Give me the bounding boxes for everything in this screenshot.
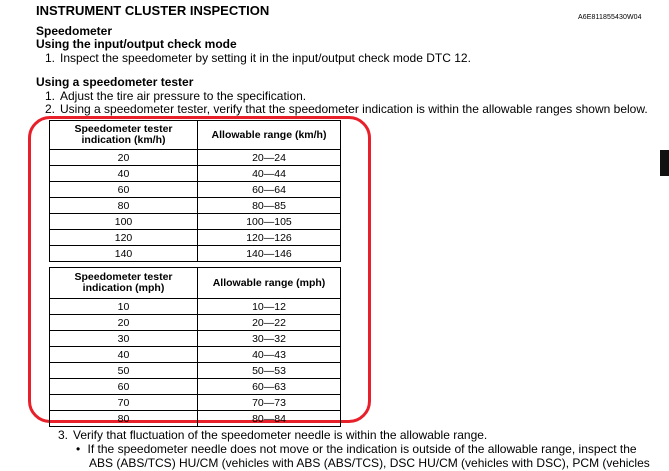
table-row xyxy=(50,411,341,427)
table-cell: 40—43 xyxy=(198,347,341,363)
bullet-text-line1: If the speedometer needle does not move or the indication is outside of the allowable range, inspect the xyxy=(87,442,637,456)
table-row xyxy=(50,395,341,411)
table-cell: 40 xyxy=(50,166,198,182)
table-cell: 120—126 xyxy=(198,230,341,246)
table-header-row xyxy=(50,121,341,150)
table-row xyxy=(50,214,341,230)
speed-table-kmh xyxy=(49,120,341,262)
table-row xyxy=(50,347,341,363)
table-cell: 10—12 xyxy=(198,299,341,315)
step-text: Inspect the speedometer by setting it in the input/output check mode DTC 12. xyxy=(60,51,471,65)
table-cell: 60 xyxy=(50,379,198,395)
column-header-tester-mph: Speedometer tester indication (mph) xyxy=(50,268,198,299)
table-cell: 70 xyxy=(50,395,198,411)
table-cell: 70—73 xyxy=(198,395,341,411)
side-tab-marker xyxy=(660,150,669,176)
step-2-tester xyxy=(45,102,648,116)
step-number: 1. xyxy=(45,51,56,65)
table-row xyxy=(50,299,341,315)
table-row xyxy=(50,166,341,182)
table-cell: 30—32 xyxy=(198,331,341,347)
section-heading-speedometer: Speedometer xyxy=(36,24,113,38)
table-header-row xyxy=(50,268,341,299)
table-cell: 140—146 xyxy=(198,246,341,262)
table-row xyxy=(50,331,341,347)
table-cell: 10 xyxy=(50,299,198,315)
document-code: A6E811855430W04 xyxy=(578,14,642,21)
table-cell: 80—85 xyxy=(198,198,341,214)
page-title: INSTRUMENT CLUSTER INSPECTION xyxy=(36,3,270,18)
step-text: Verify that fluctuation of the speedometer needle is within the allowable range. xyxy=(73,428,488,442)
table-cell: 40 xyxy=(50,347,198,363)
table-cell: 100—105 xyxy=(198,214,341,230)
table-cell: 80 xyxy=(50,411,198,427)
step-number: 3. xyxy=(58,428,69,442)
bullet-text-line2: ABS (ABS/TCS) HU/CM (vehicles with ABS (ABS/TCS), DSC HU/CM (vehicles with DSC), PCM (vehicles xyxy=(89,456,650,470)
bullet-icon: • xyxy=(76,442,81,456)
table-cell: 80 xyxy=(50,198,198,214)
column-header-range-kmh: Allowable range (km/h) xyxy=(198,121,341,150)
table-row xyxy=(50,150,341,166)
table-cell: 50 xyxy=(50,363,198,379)
table-row xyxy=(50,246,341,262)
table-cell: 30 xyxy=(50,331,198,347)
table-row xyxy=(50,198,341,214)
step-number: 2. xyxy=(45,102,56,116)
table-cell: 100 xyxy=(50,214,198,230)
step-1-io xyxy=(45,51,471,65)
column-header-range-mph: Allowable range (mph) xyxy=(198,268,341,299)
table-cell: 140 xyxy=(50,246,198,262)
speed-table-mph xyxy=(49,267,341,427)
table-cell: 60 xyxy=(50,182,198,198)
table-cell: 120 xyxy=(50,230,198,246)
section-heading-tester: Using a speedometer tester xyxy=(36,75,194,89)
step-number: 1. xyxy=(45,89,56,103)
step-text: Using a speedometer tester, verify that the speedometer indication is within the allowable ranges shown below. xyxy=(60,102,648,116)
table-cell: 60—64 xyxy=(198,182,341,198)
table-cell: 20—22 xyxy=(198,315,341,331)
step-3-fluctuation xyxy=(58,428,487,442)
step-text: Adjust the tire air pressure to the specification. xyxy=(60,89,307,103)
table-row xyxy=(50,182,341,198)
table-cell: 60—63 xyxy=(198,379,341,395)
step-1-tester xyxy=(45,89,306,103)
subheading-io-check-mode: Using the input/output check mode xyxy=(36,37,237,51)
table-cell: 80—84 xyxy=(198,411,341,427)
table-row xyxy=(50,379,341,395)
column-header-tester-kmh: Speedometer tester indication (km/h) xyxy=(50,121,198,150)
table-cell: 50—53 xyxy=(198,363,341,379)
table-row xyxy=(50,363,341,379)
table-cell: 20 xyxy=(50,315,198,331)
table-cell: 40—44 xyxy=(198,166,341,182)
table-cell: 20 xyxy=(50,150,198,166)
table-row xyxy=(50,315,341,331)
table-row xyxy=(50,230,341,246)
table-cell: 20—24 xyxy=(198,150,341,166)
bullet-point xyxy=(76,442,637,456)
